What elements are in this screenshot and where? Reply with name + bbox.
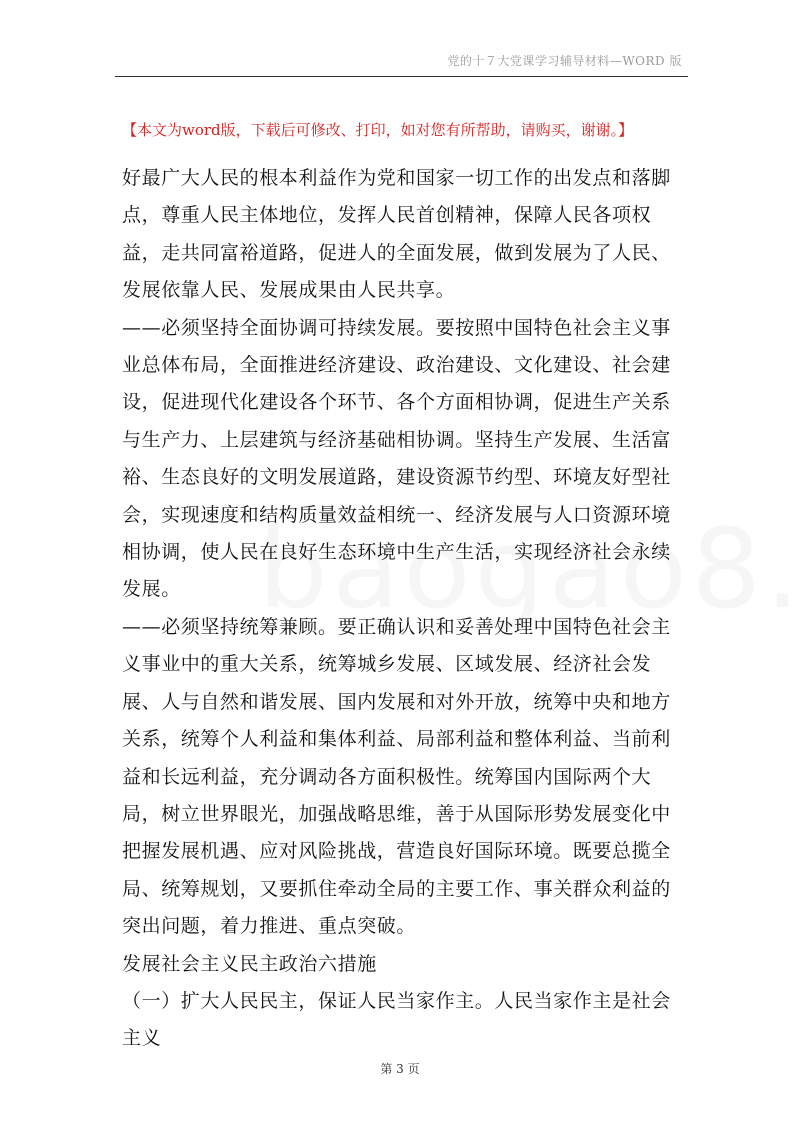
section-heading: 发展社会主义民主政治六措施: [122, 952, 377, 975]
paragraph: 好最广大人民的根本利益作为党和国家一切工作的出发点和落脚点，尊重人民主体地位，发挥人民首创精神，保障人民各项权益，走共同富裕道路，促进人的全面发展，做到发展为了人民、发展依靠人民、发展成果由人民共享。: [122, 167, 671, 302]
document-body: [122, 160, 682, 1058]
purchase-notice: 【本文为word版，下载后可修改、打印，如对您有所帮助，请购买，谢谢。】: [122, 121, 634, 139]
paragraph: ——必须坚持统筹兼顾。要正确认识和妥善处理中国特色社会主义事业中的重大关系，统筹城乡发展、区域发展、经济社会发展、人与自然和谐发展、国内发展和对外开放，统筹中央和地方关系，统筹个人利益和集体利益、局部利益和整体利益、当前利益和长远利益，充分调动各方面积极性。统筹国内国际两个大局，树立世界眼光，加强战略思维，善于从国际形势发展变化中把握发展机遇、应对风险挑战，营造良好国际环境。既要总揽全局、统筹规划，又要抓住牵动全局的主要工作、事关群众利益的突出问题，着力推进、重点突破。: [122, 615, 671, 938]
paragraph: ——必须坚持全面协调可持续发展。要按照中国特色社会主义事业总体布局，全面推进经济建设、政治建设、文化建设、社会建设，促进现代化建设各个环节、各个方面相协调，促进生产关系与生产力、上层建筑与经济基础相协调。坚持生产发展、生活富裕、生态良好的文明发展道路，建设资源节约型、环境友好型社会，实现速度和结构质量效益相统一、经济发展与人口资源环境相协调，使人民在良好生态环境中生产生活，实现经济社会永续发展。: [122, 316, 671, 601]
header-divider: [115, 76, 688, 77]
paragraph: （一）扩大人民民主，保证人民当家作主。人民当家作主是社会主义: [122, 989, 671, 1050]
page-number: 第 3 页: [380, 1062, 420, 1076]
running-header: 党的十７大党课学习辅导材料—WORD 版: [447, 54, 682, 68]
